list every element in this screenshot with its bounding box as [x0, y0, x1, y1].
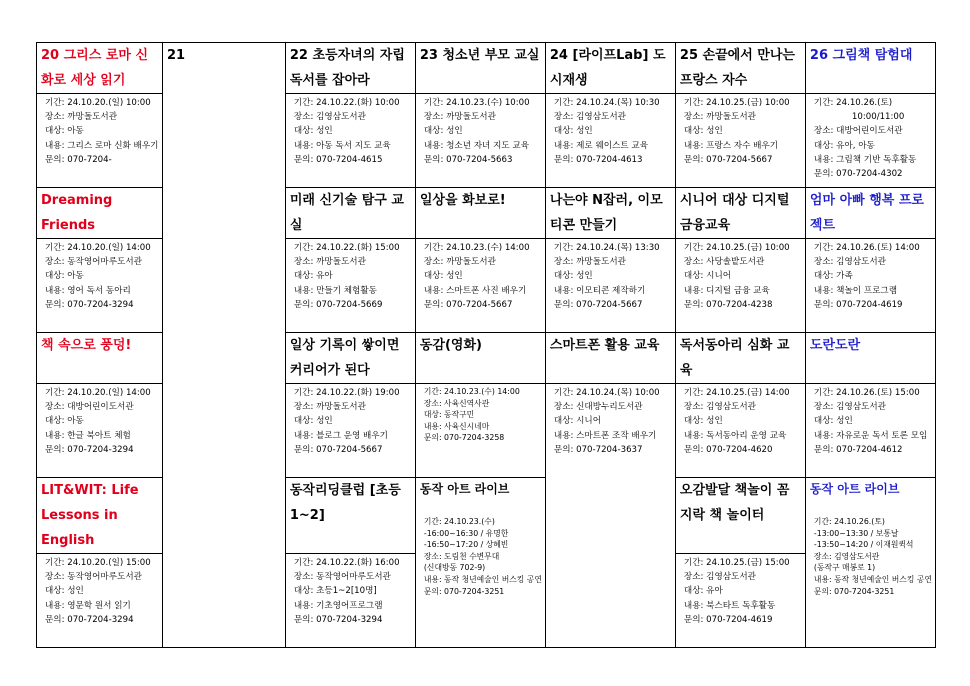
- detail-cell-22-4: [285, 554, 415, 648]
- detail-line: 장소: 까망돌도서관: [45, 112, 118, 123]
- detail-cell-24-1: [545, 94, 675, 188]
- event-title: 나는야 N잡러, 이모티콘 만들기: [549, 193, 663, 233]
- detail-line: 내용: 그림책 기반 독후활동: [813, 154, 917, 165]
- event-details: [286, 94, 415, 169]
- detail-line: 대상: 성인: [45, 586, 84, 597]
- detail-line: 문의: 070-7204-4302: [813, 169, 903, 180]
- detail-line: 대상: 성인: [293, 416, 333, 427]
- detail-line: 기간: 24.10.22.(화) 16:00: [293, 558, 400, 568]
- title-cell-22-3: [285, 333, 415, 384]
- detail-line: 기간: 24.10.25.(금) 10:00: [683, 98, 790, 108]
- detail-line: 기간: 24.10.20.(일) 14:00: [45, 388, 151, 398]
- detail-line: 장소: 사육신역사관: [423, 398, 490, 408]
- detail-line: 내용: 한글 북아트 체험: [45, 430, 131, 441]
- event-title: 독서동아리 심화 교육: [679, 338, 790, 378]
- event-calendar-table: [36, 42, 936, 648]
- detail-cell-25-3: [675, 384, 805, 478]
- title-cell-20-4: [37, 478, 163, 554]
- detail-line: 대상: 성인: [683, 416, 723, 427]
- detail-line: 문의: 070-7204-5663: [423, 154, 513, 165]
- detail-line: 기간: 24.10.26.(토) 15:00: [813, 388, 920, 398]
- detail-line: 문의: 070-7204-3637: [553, 444, 643, 455]
- detail-line: (동작구 매봉로 1): [813, 563, 876, 573]
- detail-line: 장소: 까망돌도서관: [683, 112, 756, 123]
- event-details: [37, 239, 162, 314]
- detail-cell-23-2: [415, 239, 545, 333]
- detail-line: 대상: 성인: [683, 126, 723, 137]
- detail-line: 대상: 성인: [553, 271, 593, 282]
- detail-line: 내용: 사육신시네마: [423, 421, 490, 431]
- detail-line: 대상: 가족: [813, 271, 853, 282]
- detail-line: 내용: 청소년 자녀 지도 교육: [423, 140, 530, 151]
- event-title: 동작 아트 라이브: [809, 482, 900, 496]
- title-cell-26-3: [805, 333, 935, 384]
- event-details: [37, 94, 162, 169]
- detail-line: 내용: 동작 청년예술인 버스킹 공연: [813, 574, 932, 584]
- detail-line: 문의: 070-7204-4620: [683, 444, 773, 455]
- event-title: LIT&WIT: Life Lessons in English: [41, 483, 139, 548]
- detail-line: 기간: 24.10.26.(토) 14:00: [813, 243, 920, 253]
- detail-line: -16:50~17:20 / 상혜빈: [423, 540, 509, 550]
- detail-line: 10:00/11:00: [851, 112, 905, 123]
- event-details: [676, 94, 805, 169]
- detail-line: 장소: 까망돌도서관: [293, 402, 366, 413]
- detail-line: 내용: 책놀이 프로그램: [813, 285, 897, 296]
- detail-cell-25-1: [675, 94, 805, 188]
- detail-line: 대상: 시니어: [683, 271, 732, 282]
- detail-line: 장소: 김영삼도서관: [683, 572, 756, 583]
- detail-line: 대상: 아동: [45, 416, 84, 427]
- detail-line: 내용: 자유로운 독서 토론 모임: [813, 430, 928, 441]
- detail-line: 문의: 070-7204-3251: [423, 586, 505, 596]
- detail-line: 기간: 24.10.25.(금) 15:00: [683, 558, 790, 568]
- detail-line: -13:00~13:30 / 보통날: [813, 528, 899, 538]
- detail-line: 장소: 도림천 수변무대: [423, 551, 500, 561]
- title-cell-25-2: [675, 188, 805, 239]
- title-cell-23-2: [415, 188, 545, 239]
- detail-line: 문의: 070-7204-5667: [423, 299, 513, 310]
- detail-line: 장소: 대방어린이도서관: [813, 126, 903, 137]
- detail-line: 문의: 070-7204-4612: [813, 444, 903, 455]
- event-details: [546, 94, 675, 169]
- detail-line: 장소: 김영삼도서관: [813, 257, 886, 268]
- detail-line: 기간: 24.10.24.(목) 10:30: [553, 98, 660, 108]
- event-title: 일상을 화보로!: [419, 193, 506, 208]
- detail-line: 문의: 070-7204-4238: [683, 299, 773, 310]
- detail-cell-20-3: [37, 384, 163, 478]
- event-title: 스마트폰 활용 교육: [549, 338, 660, 353]
- detail-line: 장소: 신대방누리도서관: [553, 402, 643, 413]
- detail-cell-22-1: [285, 94, 415, 188]
- title-cell-22-2: [285, 188, 415, 239]
- detail-line: 문의: 070-7204-5667: [683, 154, 773, 165]
- detail-line: 내용: 독서동아리 운영 교육: [683, 430, 787, 441]
- detail-line: 문의: 070-7204-3294: [45, 614, 134, 625]
- event-details: [546, 239, 675, 314]
- title-cell-23-1: [415, 43, 545, 94]
- title-cell-26-2: [805, 188, 935, 239]
- detail-line: 기간: 24.10.26.(토): [813, 517, 885, 526]
- detail-line: 대상: 성인: [293, 126, 333, 137]
- detail-line: 장소: 동작영어마루도서관: [45, 257, 142, 268]
- detail-line: 기간: 24.10.23.(수) 14:00: [423, 243, 530, 253]
- detail-line: 대상: 유아: [293, 271, 333, 282]
- event-details: [806, 500, 935, 599]
- event-details: [286, 554, 415, 629]
- event-details: [546, 384, 675, 459]
- detail-line: 문의: 070-7204-5669: [293, 299, 383, 310]
- detail-line: 내용: 이모티콘 제작하기: [553, 285, 646, 296]
- detail-line: 내용: 블로그 운영 배우기: [293, 430, 388, 441]
- detail-line: 대상: 성인: [813, 416, 853, 427]
- title-cell-24-2: [545, 188, 675, 239]
- title-cell-25-4: [675, 478, 805, 554]
- event-details: [416, 500, 545, 599]
- detail-line: 대상: 아동: [45, 126, 84, 137]
- detail-line: 장소: 김영삼도서관: [553, 112, 626, 123]
- detail-line: 문의: 070-7204-3294: [45, 444, 134, 455]
- detail-line: 내용: 영문학 원서 읽기: [45, 600, 131, 611]
- detail-line: 내용: 프랑스 자수 배우기: [683, 140, 779, 151]
- detail-line: 대상: 유아: [683, 586, 723, 597]
- detail-line: 장소: 까망돌도서관: [553, 257, 626, 268]
- detail-line: 기간: 24.10.22.(화) 15:00: [293, 243, 400, 253]
- detail-line: 기간: 24.10.22.(화) 10:00: [293, 98, 400, 108]
- title-cell-26-1: [805, 43, 935, 94]
- detail-line: 장소: 김영삼도서관: [813, 402, 886, 413]
- detail-line: 대상: 성인: [423, 126, 463, 137]
- detail-line: 문의: 070-7204-3251: [813, 586, 895, 596]
- detail-line: 내용: 스마트폰 조작 배우기: [553, 430, 657, 441]
- detail-line: (신대방동 702-9): [423, 563, 486, 573]
- event-title: 동작리딩클럽 [초등1~2]: [289, 483, 401, 523]
- detail-line: 장소: 대방어린이도서관: [45, 402, 134, 413]
- event-details: [676, 239, 805, 314]
- event-title: 오감발달 책놀이 꼼지락 책 놀이터: [679, 483, 790, 523]
- event-details: [806, 239, 935, 314]
- title-cell-22-4: [285, 478, 415, 554]
- event-details: [416, 239, 545, 314]
- title-cell-22-1: [285, 43, 415, 94]
- detail-line: 문의: 070-7204-4619: [683, 614, 773, 625]
- detail-line: 장소: 까망돌도서관: [293, 257, 366, 268]
- detail-line: 내용: 제로 웨이스트 교육: [553, 140, 648, 151]
- detail-cell-23-1: [415, 94, 545, 188]
- detail-line: 내용: 그리스 로마 신화 배우기: [45, 140, 159, 151]
- event-title: 시니어 대상 디지털 금융교육: [679, 193, 790, 233]
- detail-line: 대상: 아동: [45, 271, 84, 282]
- event-title: 22 초등자녀의 자립 독서를 잡아라: [289, 48, 405, 88]
- detail-cell-24-3: [545, 384, 675, 648]
- detail-line: 장소: 사당솔밭도서관: [683, 257, 765, 268]
- detail-line: 기간: 24.10.20.(일) 10:00: [45, 98, 151, 108]
- event-details: [286, 384, 415, 459]
- title-cell-23-3: [415, 333, 545, 384]
- detail-line: 기간: 24.10.20.(일) 15:00: [45, 558, 151, 568]
- detail-cell-26-1: [805, 94, 935, 188]
- detail-line: 기간: 24.10.23.(수): [423, 517, 495, 526]
- detail-cell-22-2: [285, 239, 415, 333]
- event-title: Dreaming Friends: [41, 193, 113, 233]
- detail-line: 문의: 070-7204-5667: [293, 444, 383, 455]
- title-cell-20-3: [37, 333, 163, 384]
- detail-line: 내용: 디지털 금융 교육: [683, 285, 770, 296]
- cell-26-4: [805, 478, 935, 648]
- detail-line: 내용: 아동 독서 지도 교육: [293, 140, 391, 151]
- event-title: 엄마 아빠 행복 프로젝트: [809, 193, 924, 233]
- event-title: 도란도란: [809, 338, 861, 353]
- event-title: 동작 아트 라이브: [419, 482, 510, 496]
- detail-line: 내용: 동작 청년예술인 버스킹 공연: [423, 574, 542, 584]
- event-title: 26 그림책 탐험대: [809, 48, 913, 63]
- detail-line: 장소: 까망돌도서관: [423, 112, 496, 123]
- detail-line: 문의: 070-7204-3294: [293, 614, 383, 625]
- detail-line: 기간: 24.10.22.(화) 19:00: [293, 388, 400, 398]
- detail-line: 문의: 070-7204-4615: [293, 154, 383, 165]
- detail-cell-26-3: [805, 384, 935, 478]
- detail-line: 기간: 24.10.24.(목) 13:30: [553, 243, 660, 253]
- detail-line: 장소: 김영삼도서관: [293, 112, 366, 123]
- event-title: 동감(영화): [419, 338, 482, 353]
- detail-line: 문의: 070-7204-3294: [45, 299, 134, 310]
- detail-line: 대상: 성인: [423, 271, 463, 282]
- detail-line: 문의: 070-7204-4619: [813, 299, 903, 310]
- detail-cell-24-2: [545, 239, 675, 333]
- event-title: 미래 신기술 탐구 교실: [289, 193, 404, 233]
- event-details: [416, 384, 545, 446]
- detail-line: 기간: 24.10.23.(수) 14:00: [423, 387, 520, 396]
- detail-line: 대상: 유아, 아동: [813, 140, 875, 151]
- event-details: [37, 384, 162, 459]
- event-title: 20 그리스 로마 신화로 세상 읽기: [41, 48, 149, 88]
- event-title: 24 [라이프Lab] 도시재생: [549, 48, 666, 88]
- event-details: [37, 554, 162, 629]
- detail-line: 내용: 기초영어프로그램: [293, 600, 383, 611]
- detail-line: 문의: 070-7204-: [45, 154, 112, 165]
- event-details: [806, 94, 935, 183]
- detail-line: 대상: 성인: [553, 126, 593, 137]
- event-title: 23 청소년 부모 교실: [419, 48, 540, 63]
- title-cell-25-3: [675, 333, 805, 384]
- event-details: [286, 239, 415, 314]
- event-details: [416, 94, 545, 169]
- detail-line: 기간: 24.10.25.(금) 10:00: [683, 243, 790, 253]
- detail-cell-20-4: [37, 554, 163, 648]
- event-title: 25 손끝에서 만나는 프랑스 자수: [679, 48, 795, 88]
- detail-cell-26-2: [805, 239, 935, 333]
- detail-line: 내용: 만들기 체험활동: [293, 285, 377, 296]
- detail-line: 내용: 스마트폰 사진 배우기: [423, 285, 527, 296]
- detail-cell-23-3: [415, 384, 545, 478]
- cell-23-4: [415, 478, 545, 648]
- title-cell-20-1: [37, 43, 163, 94]
- event-details: [676, 384, 805, 459]
- day-21-cell: [162, 43, 285, 648]
- detail-line: 대상: 시니어: [553, 416, 602, 427]
- event-details: [676, 554, 805, 629]
- detail-cell-20-1: [37, 94, 163, 188]
- detail-line: 대상: 초등1~2[10명]: [293, 586, 377, 597]
- detail-line: 기간: 24.10.23.(수) 10:00: [423, 98, 530, 108]
- detail-line: 문의: 070-7204-5667: [553, 299, 643, 310]
- detail-line: 장소: 까망돌도서관: [423, 257, 496, 268]
- detail-line: 장소: 동작영어마루도서관: [293, 572, 391, 583]
- day-number: 21: [166, 48, 186, 63]
- detail-line: 내용: 영어 독서 동아리: [45, 285, 131, 296]
- title-cell-25-1: [675, 43, 805, 94]
- detail-cell-20-2: [37, 239, 163, 333]
- detail-line: 장소: 김영삼도서관: [683, 402, 756, 413]
- detail-line: 문의: 070-7204-4613: [553, 154, 643, 165]
- detail-line: 내용: 북스타트 독후활동: [683, 600, 776, 611]
- title-cell-20-2: [37, 188, 163, 239]
- detail-line: 기간: 24.10.26.(토): [813, 98, 893, 108]
- detail-cell-25-4: [675, 554, 805, 648]
- detail-line: 대상: 동작구민: [423, 410, 475, 420]
- event-title: 일상 기록이 쌓이면 커리어가 된다: [289, 338, 400, 378]
- detail-line: 기간: 24.10.20.(일) 14:00: [45, 243, 151, 253]
- event-title: 책 속으로 풍덩!: [41, 338, 132, 353]
- event-details: [806, 384, 935, 459]
- title-cell-24-3: [545, 333, 675, 384]
- detail-line: -16:00~16:30 / 유명한: [423, 528, 509, 538]
- detail-cell-22-3: [285, 384, 415, 478]
- detail-cell-25-2: [675, 239, 805, 333]
- detail-line: 기간: 24.10.25.(금) 14:00: [683, 388, 790, 398]
- detail-line: 문의: 070-7204-3258: [423, 433, 505, 443]
- detail-line: 장소: 김영삼도서관: [813, 551, 880, 561]
- detail-line: 장소: 동작영어마루도서관: [45, 572, 142, 583]
- detail-line: -13:50~14:20 / 이재원퀵석: [813, 540, 914, 550]
- title-cell-24-1: [545, 43, 675, 94]
- detail-line: 기간: 24.10.24.(목) 10:00: [553, 388, 660, 398]
